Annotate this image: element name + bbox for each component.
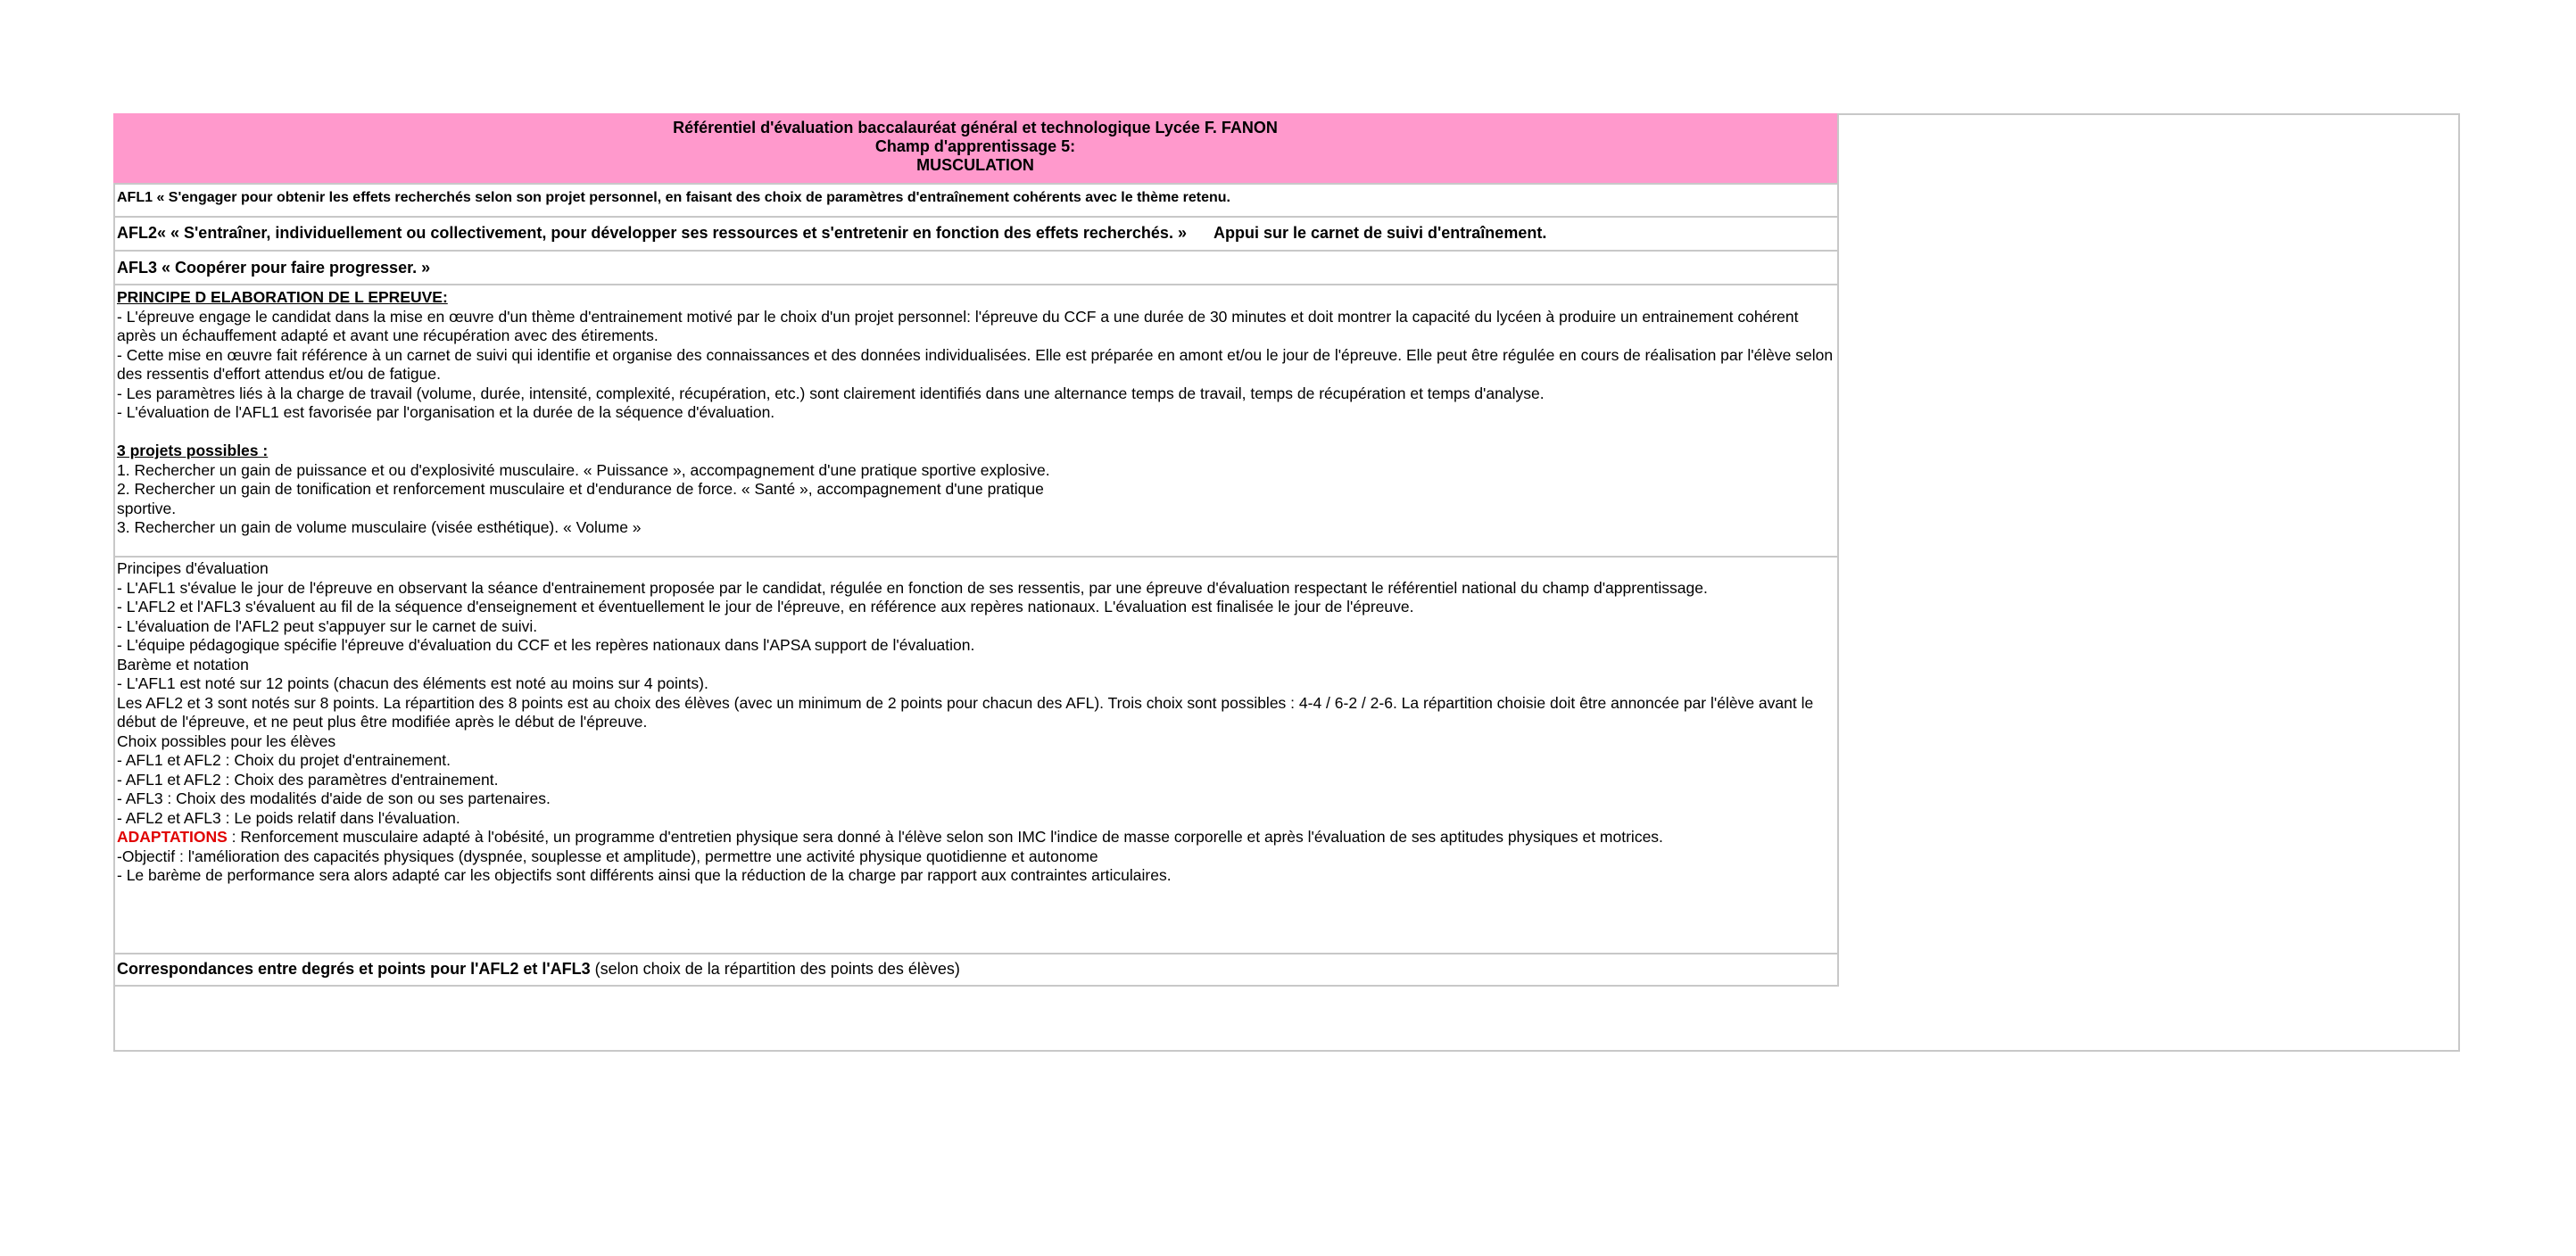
choix-line: - AFL1 et AFL2 : Choix du projet d'entrainement. [117, 751, 451, 769]
adaptations-line: - Le barème de performance sera alors adapté car les objectifs sont différents ainsi que la réduction de la charge par rapport aux contraintes articulaires. [117, 866, 1172, 884]
correspondances-row [113, 954, 1839, 987]
principe-line: - Cette mise en œuvre fait référence à un carnet de suivi qui identifie et organise des connaissances et des données individualisées. Elle est préparée en amont et/ou le jour de l'épreuve. Elle peut être régulée en cours de réalisation par l'élève selon des ressentis d'effort attendus et/ou de fatigue. [117, 345, 1834, 383]
evaluation-table [113, 113, 1839, 987]
principes-evaluation-title: Principes d'évaluation [117, 559, 269, 577]
afl3-text: AFL3 « Coopérer pour faire progresser. » [117, 259, 431, 277]
principe-title: PRINCIPE D ELABORATION DE L EPREUVE: [117, 288, 448, 306]
bareme-line: Les AFL2 et 3 sont notés sur 8 points. La répartition des 8 points est au choix des élèves (avec un minimum de 2 points pour chacun des AFL). Trois choix sont possibles : 4-4 / 6-2 / 2-6. La répartition choisie doit être annoncée par l'élève avant le début de l'épreuve, et ne peut plus être modifiée après le début de l'épreuve. [117, 693, 1814, 731]
afl2-support: Appui sur le carnet de suivi d'entraînement. [1213, 224, 1547, 242]
afl1-row [113, 185, 1839, 218]
projets-title: 3 projets possibles : [117, 442, 269, 459]
bareme-title: Barème et notation [117, 655, 249, 673]
choix-line: - AFL2 et AFL3 : Le poids relatif dans l'évaluation. [117, 808, 460, 827]
projet-line: 1. Rechercher un gain de puissance et ou d'explosivité musculaire. « Puissance », accompagnement d'une pratique sportive explosive. [117, 460, 1050, 479]
spacer [117, 423, 1834, 442]
afl2-row [113, 218, 1839, 252]
afl2-text: AFL2« « S'entraîner, individuellement ou collectivement, pour développer ses ressources et s'entretenir en fonction des effets recherchés. » [117, 224, 1187, 242]
afl1-text: AFL1 « S'engager pour obtenir les effets recherchés selon son projet personnel, en faisant des choix de paramètres d'entraînement cohérents avec le thème retenu. [117, 190, 1230, 205]
adaptations-line: -Objectif : l'amélioration des capacités physiques (dyspnée, souplesse et amplitude), permettre une activité physique quotidienne et autonome [117, 847, 1098, 865]
header-title: Référentiel d'évaluation baccalauréat général et technologique Lycée F. FANON [673, 119, 1278, 136]
projet-line: 2. Rechercher un gain de tonification et renforcement musculaire et d'endurance de force. « Santé », accompagnement d'une pratique [117, 480, 1044, 498]
evaluation-section [113, 558, 1839, 954]
principe-line: - L'épreuve engage le candidat dans la mise en œuvre d'un thème d'entrainement motivé par le choix d'un projet personnel: l'épreuve du CCF a une durée de 30 minutes et doit montrer la capacité du lycéen à produire un entrainement cohérent après un échauffement adapté et avant une récupération avec des étirements. [117, 307, 1799, 344]
choix-title: Choix possibles pour les élèves [117, 731, 336, 750]
projet-line: 3. Rechercher un gain de volume musculaire (visée esthétique). « Volume » [117, 518, 642, 536]
principe-eval-line: - L'AFL1 s'évalue le jour de l'épreuve en observant la séance d'entrainement proposée par le candidat, régulée en fonction de ses ressentis, par une épreuve d'évaluation respectant le référentiel national du champ d'apprentissage. [117, 578, 1708, 597]
header-subtitle: Champ d'apprentissage 5: [874, 137, 1076, 155]
header-activity: MUSCULATION [916, 156, 1034, 174]
table-header [113, 113, 1839, 185]
correspondances-title: Correspondances entre degrés et points pour l'AFL2 et l'AFL3 [117, 960, 591, 978]
afl3-row [113, 252, 1839, 285]
choix-line: - AFL3 : Choix des modalités d'aide de son ou ses partenaires. [117, 789, 551, 807]
principe-eval-line: - L'AFL2 et l'AFL3 s'évaluent au fil de la séquence d'enseignement et éventuellement le jour de l'épreuve, en référence aux repères nationaux. L'évaluation est finalisée le jour de l'épreuve. [117, 598, 1414, 616]
projet-line: sportive. [117, 499, 177, 517]
principe-line: - L'évaluation de l'AFL1 est favorisée par l'organisation et la durée de la séquence d'évaluation. [117, 403, 775, 421]
principe-eval-line: - L'équipe pédagogique spécifie l'épreuve d'évaluation du CCF et les repères nationaux dans l'APSA support de l'évaluation. [117, 636, 975, 654]
correspondances-note: (selon choix de la répartition des points des élèves) [590, 960, 960, 978]
principe-line: - Les paramètres liés à la charge de travail (volume, durée, intensité, complexité, récupération, etc.) sont clairement identifiés dans une alternance temps de travail, temps de récupération et temps d'analyse. [117, 384, 1545, 402]
adaptations-paragraph [117, 828, 1834, 847]
choix-line: - AFL1 et AFL2 : Choix des paramètres d'entrainement. [117, 770, 499, 789]
adaptations-text: : Renforcement musculaire adapté à l'obésité, un programme d'entretien physique sera donné à l'élève selon son IMC l'indice de masse corporelle et après l'évaluation de ses aptitudes physiques et motrices. [227, 828, 1663, 846]
adaptations-label: ADAPTATIONS [117, 828, 228, 846]
principe-section [113, 285, 1839, 558]
principe-eval-line: - L'évaluation de l'AFL2 peut s'appuyer sur le carnet de suivi. [117, 616, 538, 635]
bareme-line: - L'AFL1 est noté sur 12 points (chacun des éléments est noté au moins sur 4 points). [117, 674, 708, 692]
